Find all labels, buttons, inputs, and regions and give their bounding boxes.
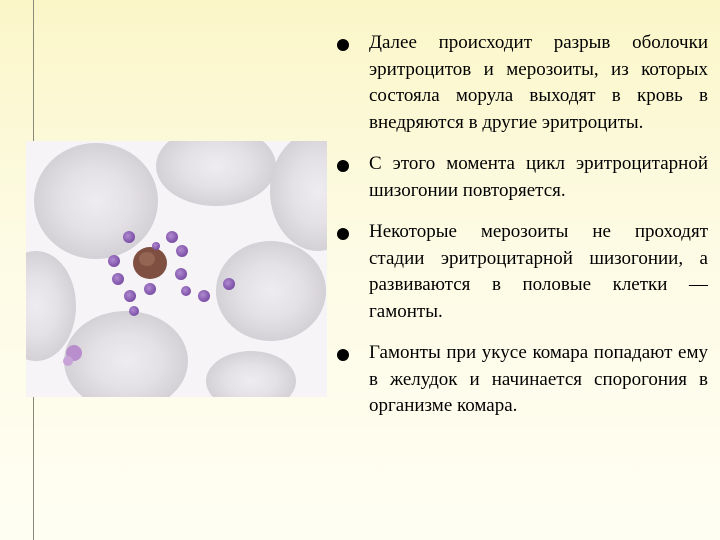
bullet-text: Гамонты при укусе комара попадают ему в желудок и начинается спорогония в организме комара.: [369, 342, 708, 416]
bullet-item: [336, 219, 708, 325]
merozoite: [123, 231, 135, 243]
merozoite: [124, 290, 136, 302]
merozoite: [181, 286, 191, 296]
bullet-item: [336, 340, 708, 420]
merozoite: [166, 231, 178, 243]
filled-circle-bullet-icon: [337, 349, 349, 361]
merozoite: [198, 290, 210, 302]
microscope-image: [26, 141, 327, 397]
merozoite: [223, 278, 235, 290]
bullet-text: Далее происходит разрыв оболочки эритроцитов и мерозоиты, из которых состояла морула выходят в кровь в внедряются в другие эритроциты.: [369, 32, 708, 133]
filled-circle-bullet-icon: [337, 228, 349, 240]
bullet-item: [336, 151, 708, 204]
merozoite: [108, 255, 120, 267]
erythrocyte: [34, 143, 158, 259]
merozoite: [175, 268, 187, 280]
merozoite: [112, 273, 124, 285]
filled-circle-bullet-icon: [337, 160, 349, 172]
merozoite: [152, 242, 160, 250]
merozoite: [176, 245, 188, 257]
bullet-list: [336, 30, 708, 435]
merozoite: [129, 306, 139, 316]
blood-smear-illustration: [26, 141, 327, 397]
filled-circle-bullet-icon: [337, 39, 349, 51]
merozoite: [144, 283, 156, 295]
erythrocyte: [216, 241, 326, 341]
bullet-text: Некоторые мерозоиты не проходят стадии эритроцитарной шизогонии, а развиваются в половые клетки — гамонты.: [369, 221, 708, 322]
bullet-text: С этого момента цикл эритроцитарной шизогонии повторяется.: [369, 153, 708, 201]
bullet-item: [336, 30, 708, 136]
